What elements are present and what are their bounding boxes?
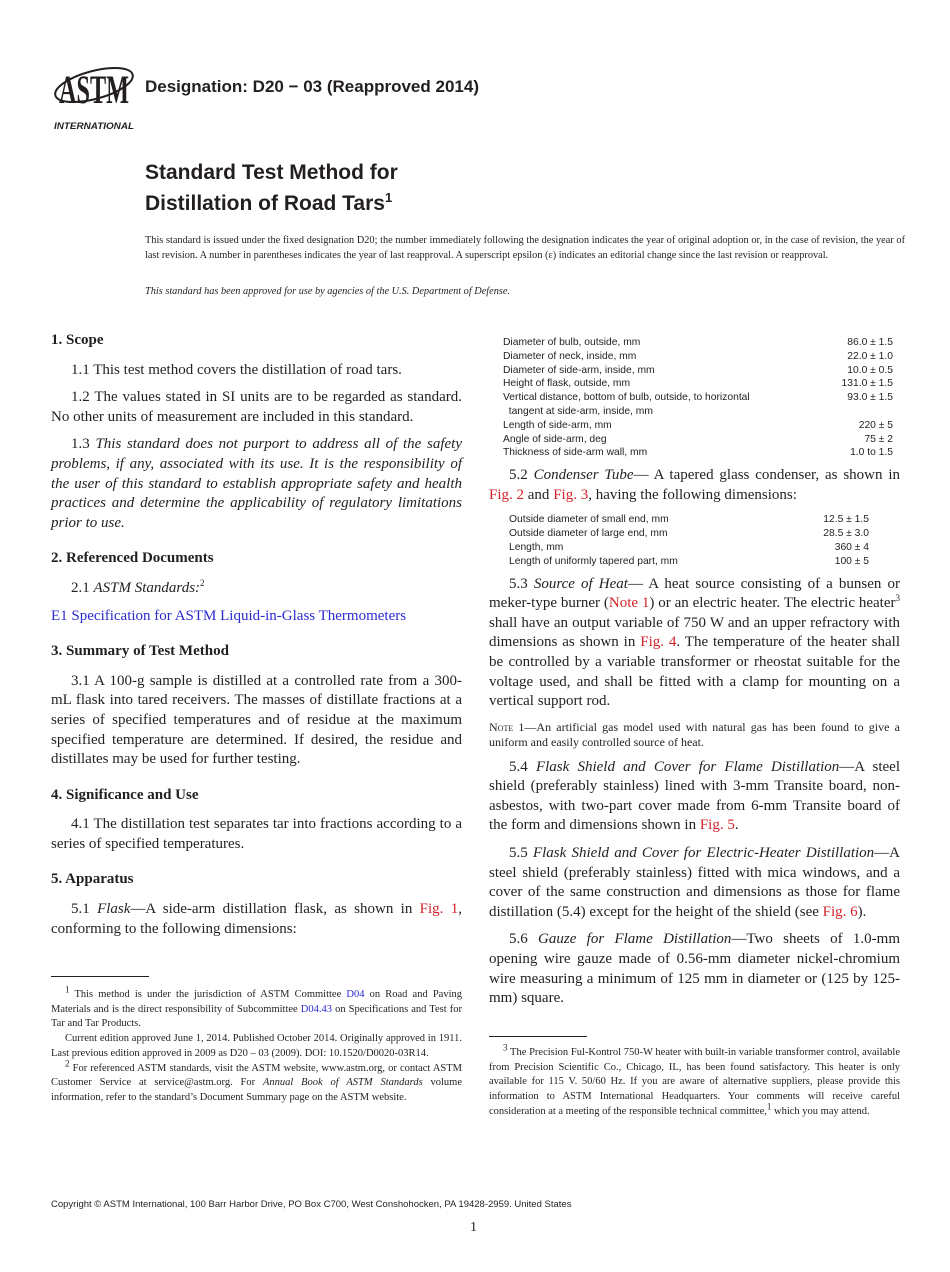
dimension-label: Diameter of bulb, outside, mm <box>503 337 641 348</box>
cross-reference-link[interactable]: Note 1 <box>608 595 650 612</box>
text-run: Current edition approved June 1, 2014. Published October 2014. Originally approved in 1911. Last previous edition approved in 2009 as D20 – 03 (2009). DOI: 10.1520/D0020-03R14. <box>51 1033 462 1059</box>
right-column <box>489 336 900 1017</box>
dimension-label: Vertical distance, bottom of bulb, outside, to horizontal <box>503 392 750 404</box>
text-run: . <box>734 817 739 834</box>
text-run: 5.1 <box>71 901 98 918</box>
text-run: 5.2 <box>509 467 534 484</box>
text-run: volume information, refer to the standard’s Document Summary page on the ASTM website. <box>51 1077 462 1103</box>
text-run: ASTM Standards: <box>93 579 201 596</box>
standard-link[interactable]: E1 Specification for ASTM Liquid-in-Glass Thermometers <box>51 607 407 624</box>
section-heading: 4. Significance and Use <box>51 786 199 803</box>
text-run: 5.4 <box>509 758 536 775</box>
table-row <box>509 541 869 555</box>
footnote-1-edition <box>51 1032 462 1061</box>
condenser-dimensions-table <box>509 513 869 568</box>
text-run: Flask <box>97 901 131 918</box>
text-run: . The temperature of the heater shall be controlled by a variable transformer or rheostat suitable for the voltage used, and shall be fitted with a clamp for mounting on a vertical support rod. <box>489 634 900 710</box>
paragraph-5-1 <box>51 900 462 939</box>
reference-e1 <box>51 607 462 627</box>
section-summary <box>51 642 462 770</box>
text-run: Gauze for Flame Distillation <box>538 931 732 948</box>
paragraph-1-3 <box>51 435 462 533</box>
dimension-label: Diameter of side-arm, inside, mm <box>503 364 655 376</box>
table-row <box>503 364 893 378</box>
text-run: on Road and Paving Materials and is the direct responsibility of Subcommittee <box>51 989 462 1015</box>
dimension-value: 12.5 ± 1.5 <box>823 514 869 526</box>
section-heading: 3. Summary of Test Method <box>51 643 229 660</box>
paragraph-3-1 <box>51 672 462 770</box>
title-footnote-ref[interactable]: 1 <box>384 190 393 205</box>
table-row <box>503 377 893 391</box>
footnote-2 <box>51 1058 462 1106</box>
paragraph-5-4 <box>489 758 900 836</box>
paragraph-4-1 <box>51 815 462 854</box>
text-run: 1.3 <box>71 436 96 453</box>
paragraph-1-1 <box>51 361 462 381</box>
text-run: , having the following dimensions: <box>588 486 797 503</box>
dimension-label: Length of side-arm, mm <box>503 419 612 431</box>
footnote-ref[interactable]: 2 <box>65 1058 70 1069</box>
text-run: — A heat source consisting of a bunsen or meker-type burner ( <box>489 575 900 612</box>
table-row <box>503 433 893 447</box>
footnotes-left <box>51 984 462 1106</box>
footnote-ref[interactable]: 2 <box>200 577 205 588</box>
text-run: ). <box>857 903 867 920</box>
dimension-value: 131.0 ± 1.5 <box>841 378 893 390</box>
text-run: 5.5 <box>509 845 533 862</box>
cross-reference-link[interactable]: Fig. 4 <box>640 634 677 651</box>
text-run: Source of Heat <box>533 575 628 592</box>
title-text: Distillation of Road Tars <box>145 192 385 215</box>
text-run: The Precision Ful-Kontrol 750-W heater with built-in variable transformer control, available from Precision Scientific Co., Chicago, IL, has been found satisfactory. This heater is only available for 115 V. 50/60 Hz. If you are aware of alternative suppliers, please provide this information to ASTM International Headquarters. Your comments will receive careful consideration at a meeting of the responsible technical committee, <box>489 1047 900 1117</box>
dimension-value: 360 ± 4 <box>834 541 869 553</box>
dimension-value: 86.0 ± 1.5 <box>847 337 893 348</box>
svg-text:ASTM: ASTM <box>59 67 129 112</box>
text-run: on Specifications and Test for Tar and Tar Products. <box>51 1003 462 1030</box>
dod-approval: This standard has been approved for use by agencies of the U.S. Department of Defense. <box>145 286 511 297</box>
text-run: Annual Book of ASTM Standards <box>262 1077 423 1089</box>
section-significance <box>51 786 462 855</box>
standard-link[interactable]: D04 <box>346 989 365 1000</box>
text-run: —A steel shield (preferably stainless) fitted with mica windows, and a cover of the same construction and dimensions as those for flame distillation (5.4) except for the height of the shield (see <box>489 845 901 920</box>
footnote-ref[interactable]: 1 <box>65 984 70 995</box>
paragraph-2-1 <box>51 579 462 599</box>
cross-reference-link[interactable]: Fig. 5 <box>699 817 735 834</box>
footnote-3 <box>489 1042 900 1120</box>
table-row <box>509 555 869 569</box>
cross-reference-link[interactable]: Fig. 1 <box>419 901 459 918</box>
standard-link[interactable]: D04.43 <box>300 1003 333 1015</box>
text-run: , conforming to the following dimensions: <box>51 901 463 937</box>
dimension-label: Outside diameter of large end, mm <box>509 528 668 540</box>
section-heading: 2. Referenced Documents <box>51 550 214 567</box>
table-row <box>503 350 893 364</box>
cross-reference-link[interactable]: Fig. 6 <box>822 903 858 920</box>
dimension-label: Length of uniformly tapered part, mm <box>509 555 678 567</box>
footnote-ref[interactable]: 1 <box>766 1101 772 1112</box>
designation: Designation: D20 − 03 (Reapproved 2014) <box>145 77 479 96</box>
astm-logo <box>52 55 136 133</box>
footnote-ref[interactable]: 3 <box>503 1042 508 1053</box>
table-row <box>503 419 893 433</box>
page-number: 1 <box>470 1220 477 1235</box>
text-run: — A tapered glass condenser, as shown in <box>633 467 901 484</box>
table-row <box>503 446 893 460</box>
table-row <box>509 527 869 541</box>
text-run: Flask Shield and Cover for Flame Distillation <box>535 758 840 775</box>
section-referenced-documents <box>51 549 462 626</box>
dimension-value: 93.0 ± 1.5 <box>847 392 893 404</box>
text-run: shall have an output variable of 750 W and an upper refractory with dimensions as shown in <box>489 614 900 651</box>
text-run: This method is under the jurisdiction of ASTM Committee <box>69 989 347 1000</box>
dimension-label: Height of flask, outside, mm <box>503 378 631 390</box>
dimension-value: 75 ± 2 <box>864 433 893 445</box>
paragraph-1-2 <box>51 388 462 427</box>
left-column <box>51 331 462 955</box>
text-run: For referenced ASTM standards, visit the ASTM website, www.astm.org, or contact ASTM Customer Service at service@astm.org. For <box>51 1062 462 1089</box>
text-run: 1—An artificial gas model used with natural gas has been found to give a uniform and easily controlled source of heat. <box>489 719 900 749</box>
paragraph-5-6 <box>489 930 900 1008</box>
dimension-label: Outside diameter of small end, mm <box>509 514 669 526</box>
section-heading: 5. Apparatus <box>51 871 134 888</box>
title-line-1: Standard Test Method for <box>145 161 398 184</box>
footnotes-right <box>489 1042 900 1120</box>
section-apparatus <box>51 870 462 939</box>
text-run: 5.3 <box>509 575 534 592</box>
table-row <box>503 405 893 419</box>
table-row <box>503 391 893 405</box>
dimension-value: 22.0 ± 1.0 <box>847 350 893 362</box>
note-1 <box>489 720 900 750</box>
dimension-value: 100 ± 5 <box>834 555 869 567</box>
cross-reference-link[interactable]: Fig. 2 <box>489 486 525 503</box>
copyright: Copyright © ASTM International, 100 Barr Harbor Drive, PO Box C700, West Conshohocken, PA 19428-2959. United States <box>51 1199 572 1210</box>
svg-text:INTERNATIONAL: INTERNATIONAL <box>54 121 135 132</box>
dimension-label: Length, mm <box>509 541 564 553</box>
text-run: which you may attend. <box>771 1105 870 1117</box>
text-run: —A side-arm distillation flask, as shown in <box>130 901 420 918</box>
dimension-value <box>803 405 893 419</box>
dimension-label: Angle of side-arm, deg <box>503 433 607 445</box>
text-run: —Two sheets of 1.0-mm opening wire gauze made of 0.56-mm diameter nickel-chromium wire measuring a minimum of 125 mm in diameter or (125 by 125-mm) square. <box>489 931 901 1007</box>
title-line-2 <box>145 185 398 216</box>
footnote-divider <box>51 976 149 977</box>
cross-reference-link[interactable]: Fig. 3 <box>553 486 589 503</box>
dimension-value: 28.5 ± 3.0 <box>823 528 869 540</box>
paragraph-5-3 <box>489 575 900 712</box>
footnote-divider <box>489 1036 587 1037</box>
text-run: Condenser Tube <box>533 467 634 484</box>
section-scope <box>51 331 462 533</box>
text-run: and <box>524 486 554 503</box>
paragraph-5-2 <box>489 466 900 505</box>
text-run: 1.1 This test method covers the distillation of road tars. <box>71 361 402 378</box>
dimension-label: tangent at side-arm, inside, mm <box>503 405 653 417</box>
text-run: Note <box>489 719 514 734</box>
text-run: Flask Shield and Cover for Electric-Heater Distillation <box>532 845 875 862</box>
dimension-value: 220 ± 5 <box>858 419 893 431</box>
text-run: This standard does not purport to address all of the safety problems, if any, associated with its use. It is the responsibility of the user of this standard to establish appropriate safety and health practices and determine the applicability of regulatory limitations prior to use. <box>51 436 463 531</box>
text-run: 1.2 The values stated in SI units are to be regarded as standard. No other units of measurement are included in this standard. <box>51 389 462 425</box>
dimension-value: 1.0 to 1.5 <box>850 447 893 459</box>
section-heading: 1. Scope <box>51 332 104 348</box>
text-run: 4.1 The distillation test separates tar into fractions according to a series of specified temperatures. <box>51 816 462 852</box>
table-row <box>509 513 869 527</box>
dimension-value: 10.0 ± 0.5 <box>847 364 893 376</box>
table-row <box>503 336 893 350</box>
dimension-label: Thickness of side-arm wall, mm <box>503 447 648 459</box>
text-run: —A steel shield (preferably stainless) lined with 3-mm Transite board, non-asbestos, with two-part cover made from 6-mm Transite board of the form and dimensions shown in <box>489 758 900 834</box>
text-run: 5.6 <box>509 931 539 948</box>
text-run: 3.1 A 100-g sample is distilled at a controlled rate from a 300-mL flask into tared receivers. The masses of distillate fractions at a series of specified temperatures and of residue at the maximum specified temperature are determined. If desired, the residue and distillates may be used for further testing. <box>51 672 462 768</box>
page-title <box>145 160 398 216</box>
footnote-ref[interactable]: 3 <box>895 593 900 604</box>
text-run: 2.1 <box>71 579 94 596</box>
footnote-1 <box>51 984 462 1032</box>
flask-dimensions-table <box>503 336 893 460</box>
standard-notice: This standard is issued under the fixed designation D20; the number immediately following the designation indicates the year of original adoption or, in the case of revision, the year of last revision. A number in parentheses indicates the year of last reapproval. A superscript epsilon (ε) indicates an editorial change since the last revision or reapproval. <box>145 235 905 261</box>
dimension-label: Diameter of neck, inside, mm <box>503 350 637 362</box>
text-run: ) or an electric heater. The electric heater <box>649 595 896 612</box>
paragraph-5-5 <box>489 844 900 922</box>
